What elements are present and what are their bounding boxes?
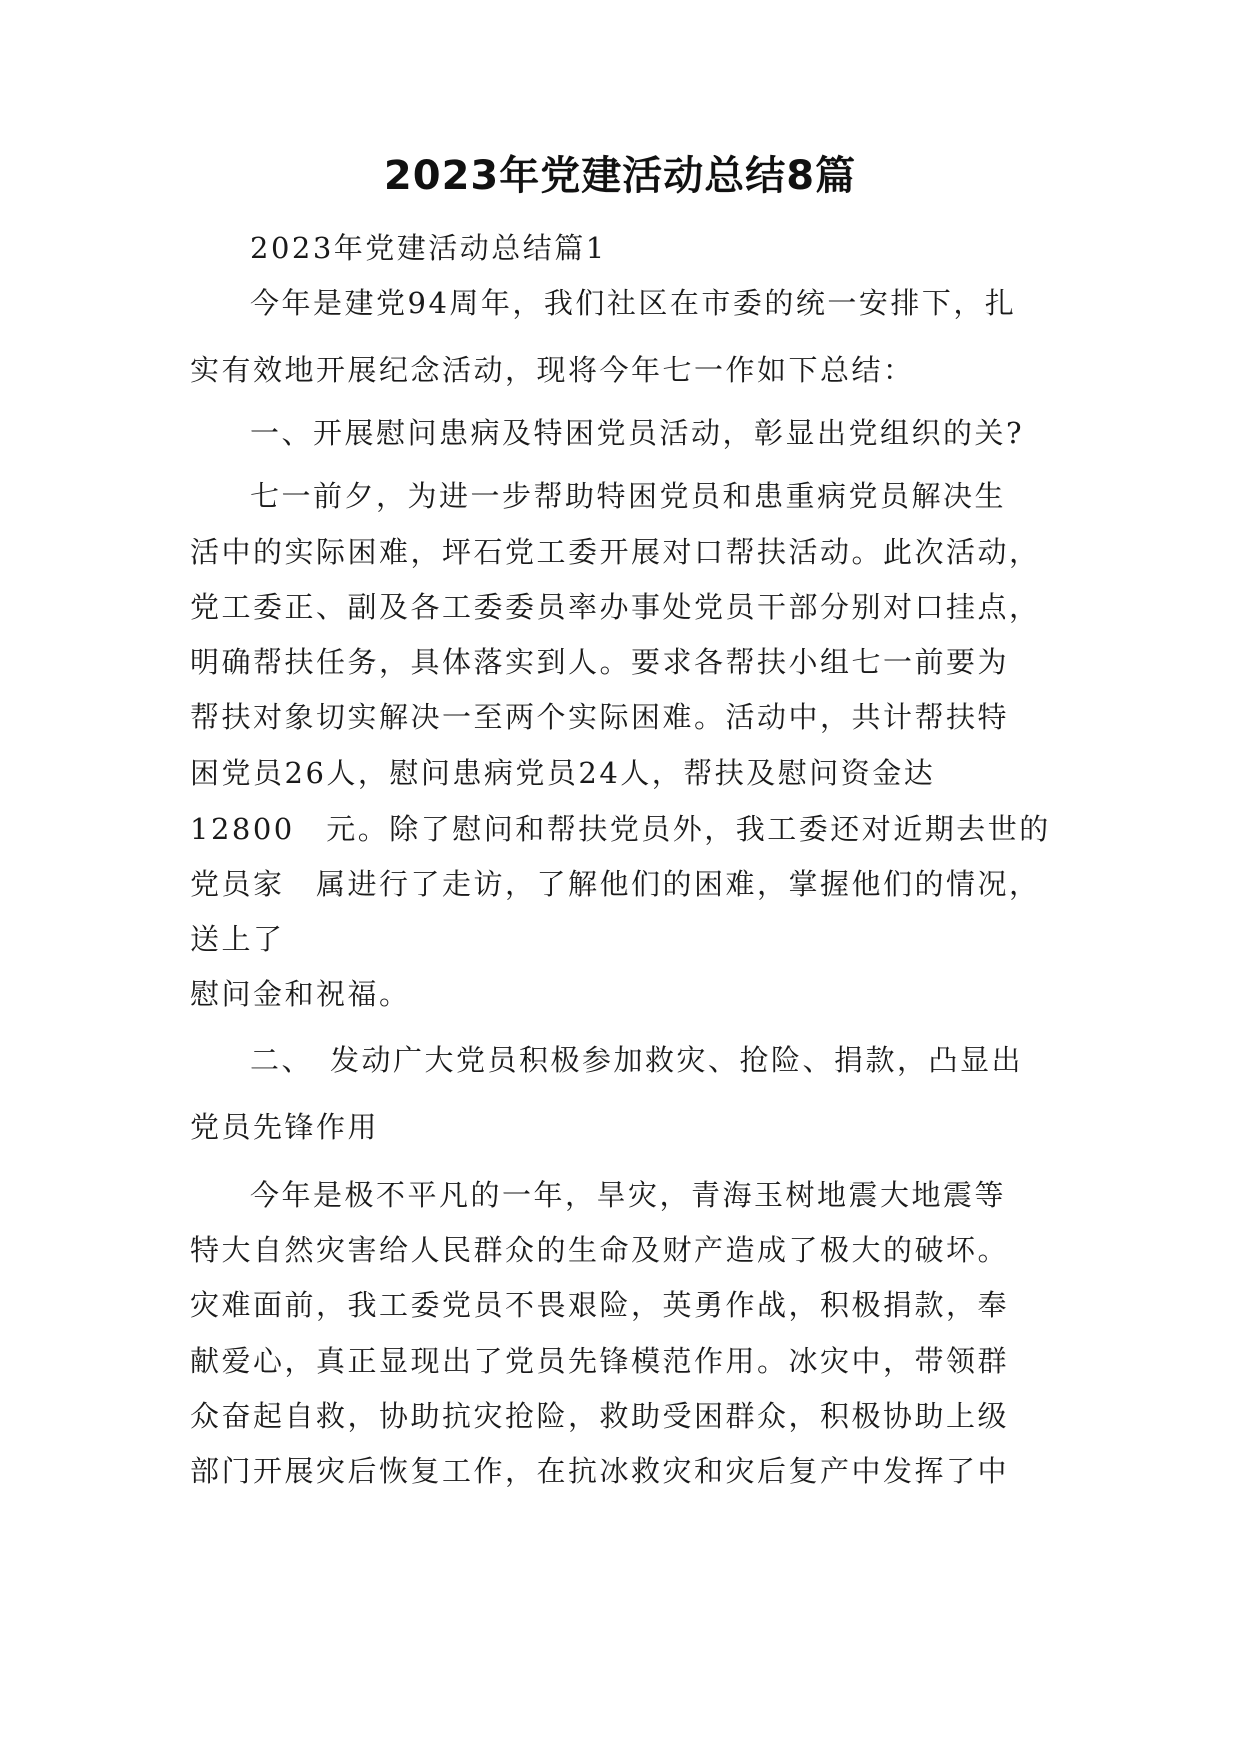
section-heading: 2023年党建活动总结篇1	[250, 231, 607, 265]
paragraph-line: 灾难面前，我工委党员不畏艰险，英勇作战，积极捐款，奉	[190, 1288, 1010, 1322]
paragraph-line: 活中的实际困难，坪石党工委开展对口帮扶活动。此次活动，	[190, 535, 1041, 569]
paragraph-line: 献爱心，真正显现出了党员先锋模范作用。冰灾中，带领群	[190, 1344, 1010, 1378]
paragraph-line: 困党员26人，慰问患病党员24人，帮扶及慰问资金达	[190, 756, 936, 790]
paragraph-line: 送上了	[190, 922, 285, 956]
subheading-line: 二、 发动广大党员积极参加救灾、抢险、捐款，凸显出	[250, 1043, 1024, 1077]
paragraph-line: 帮扶对象切实解决一至两个实际困难。活动中，共计帮扶特	[190, 700, 1010, 734]
paragraph-line: 部门开展灾后恢复工作，在抗冰救灾和灾后复产中发挥了中	[190, 1454, 1010, 1488]
paragraph-line: 特大自然灾害给人民群众的生命及财产造成了极大的破坏。	[190, 1233, 1010, 1267]
paragraph-line: 慰问金和祝福。	[190, 977, 411, 1011]
paragraph-line: 明确帮扶任务，具体落实到人。要求各帮扶小组七一前要为	[190, 645, 1010, 679]
paragraph-line: 今年是极不平凡的一年，旱灾，青海玉树地震大地震等	[250, 1178, 1007, 1212]
paragraph-line: 党员家 属进行了走访，了解他们的困难，掌握他们的情况，	[190, 867, 1041, 901]
paragraph-line: 七一前夕，为进一步帮助特困党员和患重病党员解决生	[250, 479, 1007, 513]
paragraph-line: 今年是建党94周年，我们社区在市委的统一安排下，扎	[250, 286, 1017, 320]
document-title: 2023年党建活动总结8篇	[383, 153, 857, 199]
subheading-line: 党员先锋作用	[190, 1110, 380, 1144]
subheading-line: 一、开展慰问患病及特困党员活动，彰显出党组织的关?	[250, 416, 1025, 450]
paragraph-line: 众奋起自救，协助抗灾抢险，救助受困群众，积极协助上级	[190, 1399, 1010, 1433]
paragraph-line: 党工委正、副及各工委委员率办事处党员干部分别对口挂点，	[190, 590, 1041, 624]
paragraph-line: 实有效地开展纪念活动，现将今年七一作如下总结：	[190, 353, 915, 387]
paragraph-line: 12800 元。除了慰问和帮扶党员外，我工委还对近期去世的	[190, 812, 1051, 846]
